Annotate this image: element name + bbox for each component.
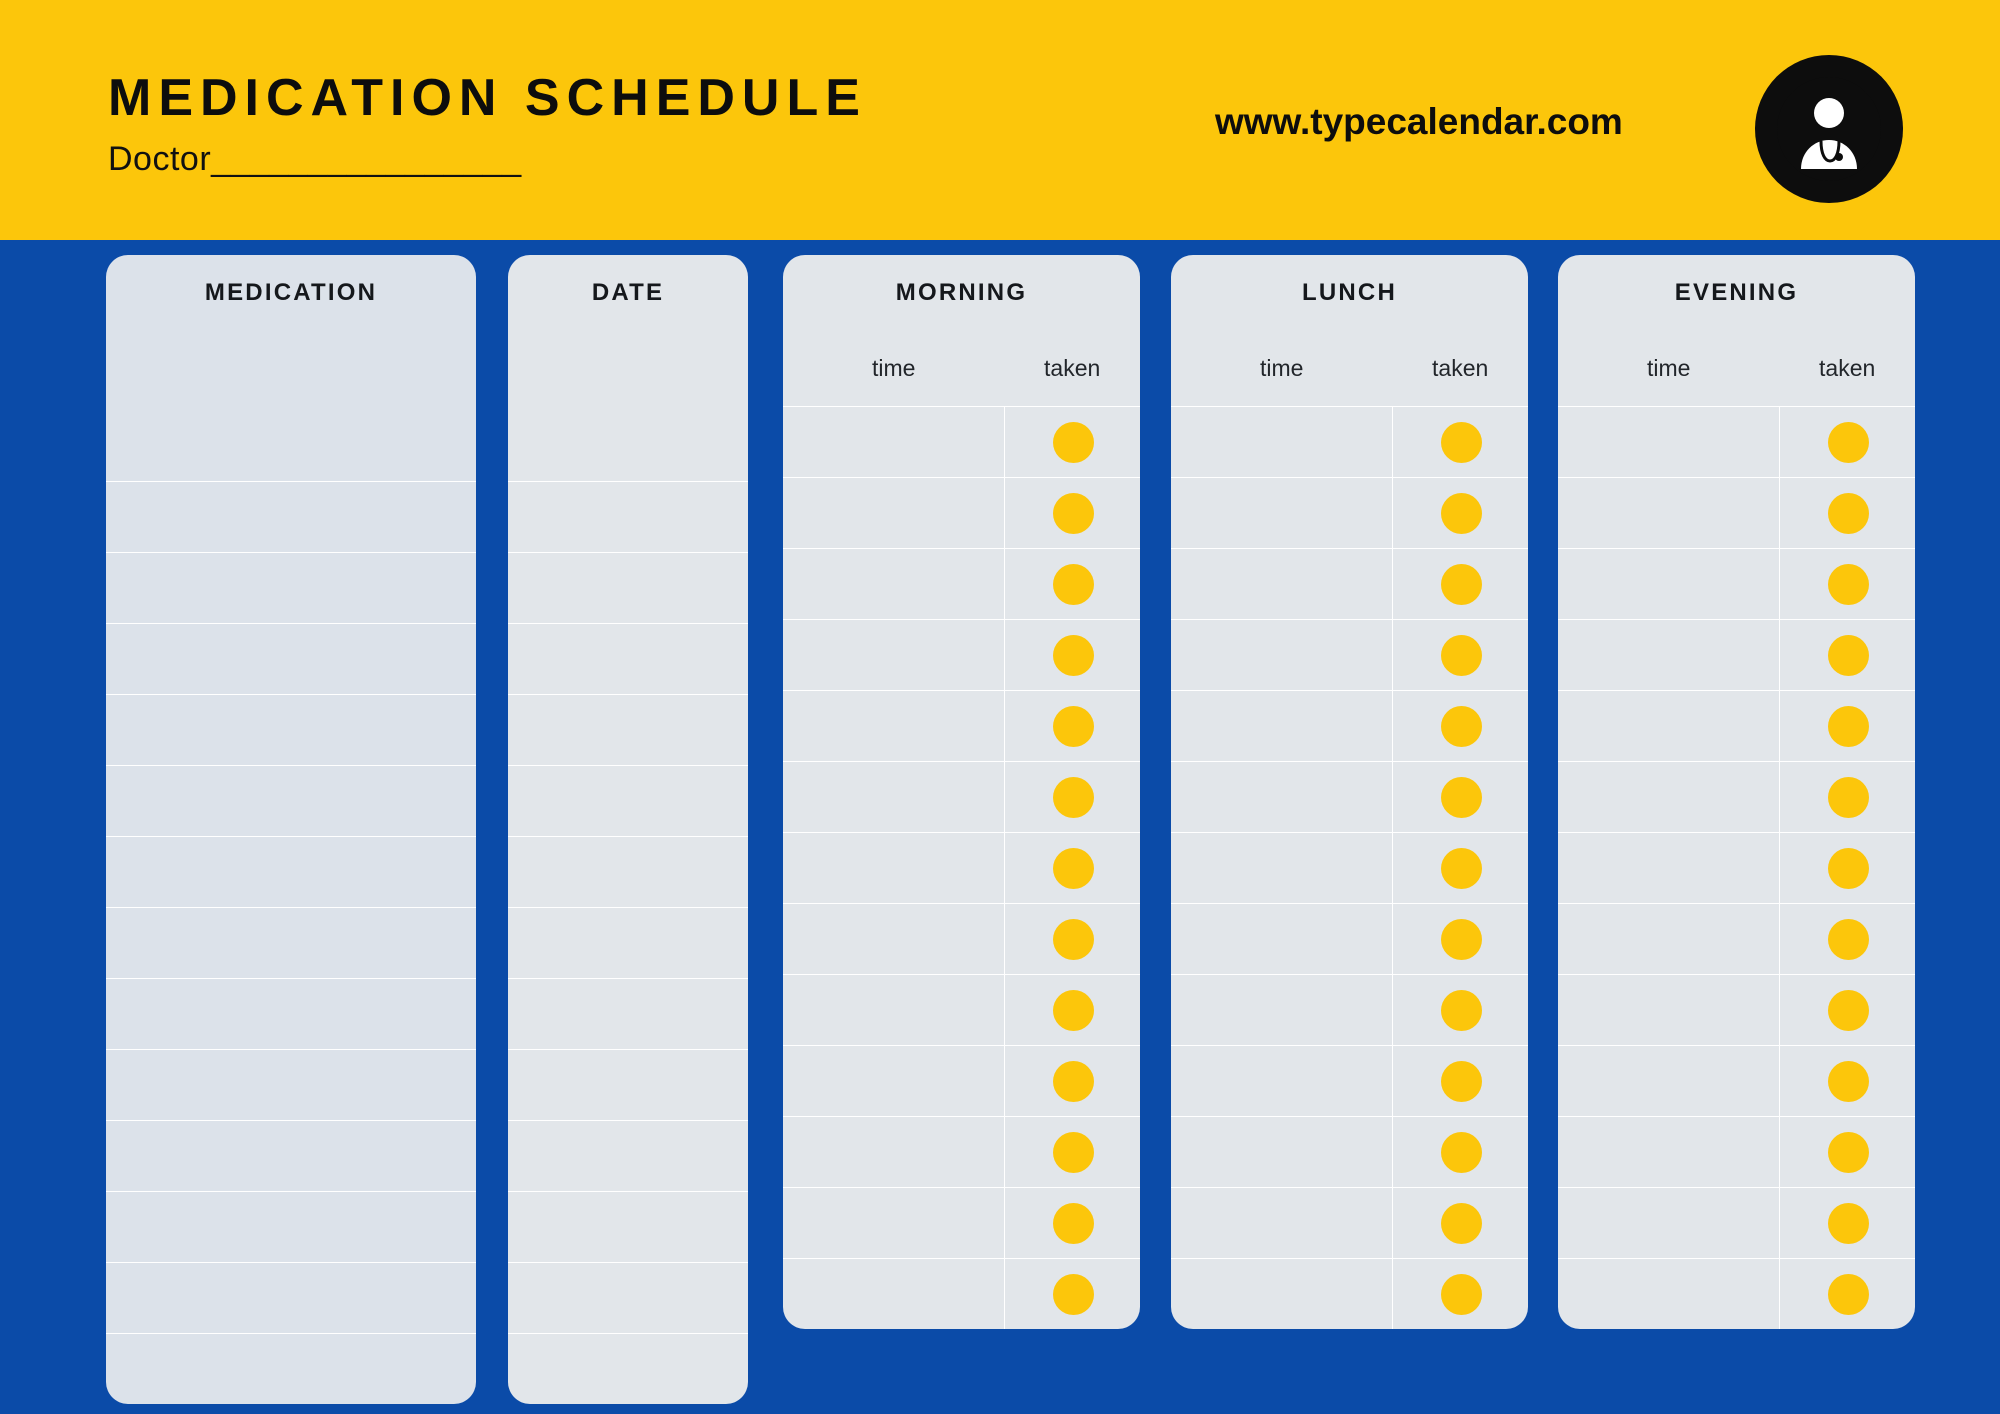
table-row[interactable] <box>106 623 476 694</box>
table-row[interactable] <box>106 1120 476 1191</box>
column-medication <box>106 255 476 1404</box>
subheader-morning-time: time <box>871 354 916 381</box>
taken-checkbox-dot-icon[interactable] <box>1828 1061 1869 1102</box>
table-row <box>783 974 1140 1045</box>
evening-time-cell[interactable] <box>1558 1259 1780 1329</box>
table-row <box>1171 690 1528 761</box>
table-row[interactable] <box>106 1333 476 1404</box>
evening-taken-cell[interactable] <box>1780 407 1915 477</box>
medication-header-spacer <box>106 330 476 481</box>
lunch-time-cell[interactable] <box>1171 1046 1393 1116</box>
evening-taken-cell[interactable] <box>1780 549 1915 619</box>
lunch-time-cell[interactable] <box>1171 833 1393 903</box>
table-row <box>1171 1187 1528 1258</box>
taken-checkbox-dot-icon[interactable] <box>1441 919 1482 960</box>
table-row <box>783 477 1140 548</box>
taken-checkbox-dot-icon[interactable] <box>1441 422 1482 463</box>
lunch-taken-cell[interactable] <box>1393 549 1528 619</box>
column-morning <box>783 255 1140 1329</box>
table-row <box>1171 619 1528 690</box>
table-row[interactable] <box>508 1049 748 1120</box>
taken-checkbox-dot-icon[interactable] <box>1441 1203 1482 1244</box>
lunch-time-cell[interactable] <box>1171 1117 1393 1187</box>
taken-checkbox-dot-icon[interactable] <box>1441 635 1482 676</box>
taken-checkbox-dot-icon[interactable] <box>1441 1274 1482 1315</box>
table-row[interactable] <box>508 623 748 694</box>
evening-taken-cell[interactable] <box>1780 1117 1915 1187</box>
table-row[interactable] <box>106 694 476 765</box>
table-row[interactable] <box>106 765 476 836</box>
schedule-sheet <box>0 240 2000 1414</box>
taken-checkbox-dot-icon[interactable] <box>1441 493 1482 534</box>
taken-checkbox-dot-icon[interactable] <box>1053 777 1094 818</box>
morning-taken-cell[interactable] <box>1005 762 1140 832</box>
taken-checkbox-dot-icon[interactable] <box>1053 635 1094 676</box>
table-row[interactable] <box>508 481 748 552</box>
lunch-taken-cell[interactable] <box>1393 762 1528 832</box>
table-row <box>1171 477 1528 548</box>
table-row <box>783 832 1140 903</box>
date-header-spacer <box>508 330 748 481</box>
morning-taken-cell[interactable] <box>1005 1046 1140 1116</box>
morning-time-cell[interactable] <box>783 833 1005 903</box>
website-url[interactable]: www.typecalendar.com <box>1215 101 1623 142</box>
morning-time-cell[interactable] <box>783 691 1005 761</box>
subheader-evening-time: time <box>1646 354 1691 381</box>
taken-checkbox-dot-icon[interactable] <box>1053 1061 1094 1102</box>
column-date <box>508 255 748 1404</box>
morning-taken-cell[interactable] <box>1005 407 1140 477</box>
subheader-morning-taken: taken <box>1044 354 1101 381</box>
lunch-time-cell[interactable] <box>1171 478 1393 548</box>
table-row <box>783 1258 1140 1329</box>
morning-time-cell[interactable] <box>783 1188 1005 1258</box>
table-row[interactable] <box>508 765 748 836</box>
table-row[interactable] <box>508 978 748 1049</box>
lunch-time-cell[interactable] <box>1171 975 1393 1045</box>
table-row[interactable] <box>508 907 748 978</box>
taken-checkbox-dot-icon[interactable] <box>1053 1132 1094 1173</box>
table-row[interactable] <box>106 1191 476 1262</box>
subheader-evening-taken: taken <box>1819 354 1876 381</box>
morning-time-cell[interactable] <box>783 549 1005 619</box>
evening-time-cell[interactable] <box>1558 1188 1780 1258</box>
lunch-time-cell[interactable] <box>1171 620 1393 690</box>
table-row[interactable] <box>508 1333 748 1404</box>
taken-checkbox-dot-icon[interactable] <box>1441 564 1482 605</box>
date-rows <box>508 481 748 1404</box>
morning-time-cell[interactable] <box>783 1259 1005 1329</box>
morning-taken-cell[interactable] <box>1005 1117 1140 1187</box>
taken-checkbox-dot-icon[interactable] <box>1053 1203 1094 1244</box>
table-row <box>783 1116 1140 1187</box>
subheader-lunch <box>1171 330 1528 406</box>
table-row[interactable] <box>106 1049 476 1120</box>
column-header-medication: MEDICATION <box>204 278 378 306</box>
evening-taken-cell[interactable] <box>1780 904 1915 974</box>
morning-time-cell[interactable] <box>783 975 1005 1045</box>
table-row[interactable] <box>106 978 476 1049</box>
morning-taken-cell[interactable] <box>1005 691 1140 761</box>
table-row <box>783 1187 1140 1258</box>
table-row <box>1558 619 1915 690</box>
evening-taken-cell[interactable] <box>1780 975 1915 1045</box>
column-lunch <box>1171 255 1528 1329</box>
morning-taken-cell[interactable] <box>1005 833 1140 903</box>
table-row <box>1558 690 1915 761</box>
table-row <box>1171 832 1528 903</box>
morning-taken-cell[interactable] <box>1005 620 1140 690</box>
page-title: MEDICATION SCHEDULE <box>108 69 867 127</box>
morning-time-cell[interactable] <box>783 762 1005 832</box>
table-row[interactable] <box>106 481 476 552</box>
table-row[interactable] <box>508 694 748 765</box>
table-row[interactable] <box>508 1120 748 1191</box>
table-row[interactable] <box>106 836 476 907</box>
evening-taken-cell[interactable] <box>1780 762 1915 832</box>
table-row <box>1558 477 1915 548</box>
table-row <box>1171 761 1528 832</box>
morning-taken-cell[interactable] <box>1005 1259 1140 1329</box>
lunch-time-cell[interactable] <box>1171 549 1393 619</box>
table-row <box>783 903 1140 974</box>
evening-time-cell[interactable] <box>1558 1117 1780 1187</box>
column-header-date: DATE <box>591 278 665 306</box>
table-row <box>1171 548 1528 619</box>
morning-taken-cell[interactable] <box>1005 904 1140 974</box>
lunch-time-cell[interactable] <box>1171 691 1393 761</box>
evening-time-cell[interactable] <box>1558 549 1780 619</box>
evening-time-cell[interactable] <box>1558 478 1780 548</box>
table-row <box>783 619 1140 690</box>
table-row <box>1171 1116 1528 1187</box>
morning-time-cell[interactable] <box>783 904 1005 974</box>
lunch-taken-cell[interactable] <box>1393 1046 1528 1116</box>
taken-checkbox-dot-icon[interactable] <box>1053 1274 1094 1315</box>
table-row <box>1171 903 1528 974</box>
lunch-taken-cell[interactable] <box>1393 975 1528 1045</box>
morning-time-cell[interactable] <box>783 620 1005 690</box>
evening-time-cell[interactable] <box>1558 407 1780 477</box>
taken-checkbox-dot-icon[interactable] <box>1828 919 1869 960</box>
morning-taken-cell[interactable] <box>1005 549 1140 619</box>
evening-time-cell[interactable] <box>1558 1046 1780 1116</box>
lunch-time-cell[interactable] <box>1171 1188 1393 1258</box>
lunch-time-cell[interactable] <box>1171 904 1393 974</box>
table-row <box>1171 1258 1528 1329</box>
subheader-lunch-taken: taken <box>1432 354 1489 381</box>
table-row <box>1558 903 1915 974</box>
morning-taken-cell[interactable] <box>1005 478 1140 548</box>
morning-time-cell[interactable] <box>783 1117 1005 1187</box>
evening-time-cell[interactable] <box>1558 620 1780 690</box>
evening-rows <box>1558 406 1915 1329</box>
taken-checkbox-dot-icon[interactable] <box>1828 493 1869 534</box>
taken-checkbox-dot-icon[interactable] <box>1828 422 1869 463</box>
table-row[interactable] <box>106 1262 476 1333</box>
subheader-lunch-time: time <box>1259 354 1304 381</box>
evening-taken-cell[interactable] <box>1780 478 1915 548</box>
taken-checkbox-dot-icon[interactable] <box>1828 1274 1869 1315</box>
taken-checkbox-dot-icon[interactable] <box>1053 493 1094 534</box>
page-header <box>0 0 2000 240</box>
lunch-time-cell[interactable] <box>1171 762 1393 832</box>
evening-taken-cell[interactable] <box>1780 1046 1915 1116</box>
taken-checkbox-dot-icon[interactable] <box>1441 777 1482 818</box>
column-header-morning: MORNING <box>895 278 1028 306</box>
lunch-taken-cell[interactable] <box>1393 1117 1528 1187</box>
lunch-taken-cell[interactable] <box>1393 833 1528 903</box>
taken-checkbox-dot-icon[interactable] <box>1828 635 1869 676</box>
taken-checkbox-dot-icon[interactable] <box>1828 990 1869 1031</box>
taken-checkbox-dot-icon[interactable] <box>1441 1061 1482 1102</box>
column-header-evening: EVENING <box>1674 278 1799 306</box>
column-header-lunch: LUNCH <box>1302 278 1397 306</box>
table-row <box>1558 761 1915 832</box>
table-row <box>1558 1187 1915 1258</box>
taken-checkbox-dot-icon[interactable] <box>1053 706 1094 747</box>
table-row <box>783 1045 1140 1116</box>
evening-time-cell[interactable] <box>1558 762 1780 832</box>
taken-checkbox-dot-icon[interactable] <box>1053 919 1094 960</box>
taken-checkbox-dot-icon[interactable] <box>1053 848 1094 889</box>
table-row <box>1558 974 1915 1045</box>
morning-time-cell[interactable] <box>783 478 1005 548</box>
table-row <box>783 548 1140 619</box>
table-row <box>1558 548 1915 619</box>
taken-checkbox-dot-icon[interactable] <box>1053 990 1094 1031</box>
evening-taken-cell[interactable] <box>1780 833 1915 903</box>
evening-time-cell[interactable] <box>1558 975 1780 1045</box>
taken-checkbox-dot-icon[interactable] <box>1441 706 1482 747</box>
table-row <box>783 690 1140 761</box>
evening-time-cell[interactable] <box>1558 833 1780 903</box>
table-row <box>783 406 1140 477</box>
taken-checkbox-dot-icon[interactable] <box>1053 422 1094 463</box>
taken-checkbox-dot-icon[interactable] <box>1441 990 1482 1031</box>
evening-taken-cell[interactable] <box>1780 1188 1915 1258</box>
table-row <box>1558 406 1915 477</box>
taken-checkbox-dot-icon[interactable] <box>1441 1132 1482 1173</box>
doctor-avatar-icon <box>1755 55 1903 203</box>
taken-checkbox-dot-icon[interactable] <box>1828 706 1869 747</box>
table-row[interactable] <box>106 552 476 623</box>
evening-time-cell[interactable] <box>1558 904 1780 974</box>
table-row <box>1558 1116 1915 1187</box>
table-row <box>1558 1258 1915 1329</box>
lunch-taken-cell[interactable] <box>1393 478 1528 548</box>
taken-checkbox-dot-icon[interactable] <box>1828 1132 1869 1173</box>
table-row <box>783 761 1140 832</box>
lunch-time-cell[interactable] <box>1171 407 1393 477</box>
evening-taken-cell[interactable] <box>1780 691 1915 761</box>
lunch-taken-cell[interactable] <box>1393 1259 1528 1329</box>
morning-taken-cell[interactable] <box>1005 975 1140 1045</box>
taken-checkbox-dot-icon[interactable] <box>1441 848 1482 889</box>
taken-checkbox-dot-icon[interactable] <box>1828 1203 1869 1244</box>
lunch-taken-cell[interactable] <box>1393 691 1528 761</box>
subheader-morning <box>783 330 1140 406</box>
evening-taken-cell[interactable] <box>1780 620 1915 690</box>
table-row <box>1558 832 1915 903</box>
evening-time-cell[interactable] <box>1558 691 1780 761</box>
table-row <box>1171 974 1528 1045</box>
lunch-taken-cell[interactable] <box>1393 407 1528 477</box>
lunch-time-cell[interactable] <box>1171 1259 1393 1329</box>
taken-checkbox-dot-icon[interactable] <box>1828 564 1869 605</box>
lunch-taken-cell[interactable] <box>1393 904 1528 974</box>
table-row <box>1171 406 1528 477</box>
table-row[interactable] <box>508 1191 748 1262</box>
table-row[interactable] <box>508 836 748 907</box>
medication-rows <box>106 481 476 1404</box>
taken-checkbox-dot-icon[interactable] <box>1828 848 1869 889</box>
morning-time-cell[interactable] <box>783 407 1005 477</box>
table-row[interactable] <box>508 1262 748 1333</box>
taken-checkbox-dot-icon[interactable] <box>1053 564 1094 605</box>
taken-checkbox-dot-icon[interactable] <box>1828 777 1869 818</box>
table-row[interactable] <box>106 907 476 978</box>
morning-rows <box>783 406 1140 1329</box>
table-row[interactable] <box>508 552 748 623</box>
morning-taken-cell[interactable] <box>1005 1188 1140 1258</box>
table-row <box>1558 1045 1915 1116</box>
lunch-rows <box>1171 406 1528 1329</box>
table-row <box>1171 1045 1528 1116</box>
subheader-evening <box>1558 330 1915 406</box>
lunch-taken-cell[interactable] <box>1393 620 1528 690</box>
evening-taken-cell[interactable] <box>1780 1259 1915 1329</box>
lunch-taken-cell[interactable] <box>1393 1188 1528 1258</box>
title-block <box>108 68 867 179</box>
morning-time-cell[interactable] <box>783 1046 1005 1116</box>
doctor-field-label: Doctor________________ <box>108 140 522 178</box>
column-evening <box>1558 255 1915 1329</box>
